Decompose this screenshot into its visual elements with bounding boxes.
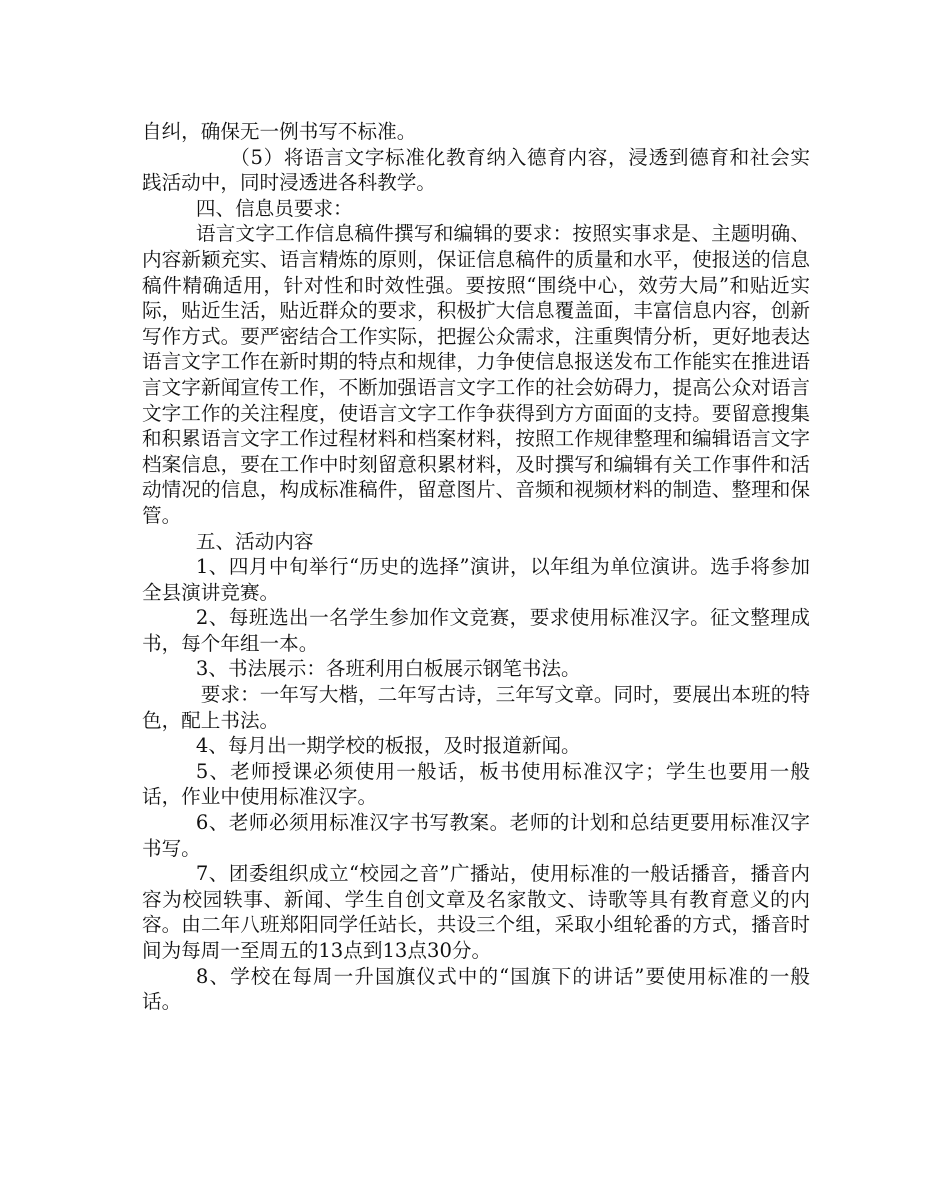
paragraph-item-5: （5）将语言文字标准化教育纳入德育内容，浸透到德育和社会实践活动中，同时浸透进各科教学。 bbox=[142, 145, 810, 195]
paragraph-continuation: 自纠，确保无一例书写不标准。 bbox=[142, 120, 417, 143]
section-heading-4: 四、信息员要求： bbox=[195, 196, 353, 220]
activity-item-2: 2、每班选出一名学生参加作文竞赛，要求使用标准汉字。征文整理成书，每个年组一本。 bbox=[142, 606, 810, 655]
activity-item-4: 4、每月出一期学校的板报，及时报道新闻。 bbox=[195, 734, 581, 758]
activity-item-3-requirements: 要求：一年写大楷，二年写古诗，三年写文章。同时，要展出本班的特色，配上书法。 bbox=[142, 683, 810, 732]
paragraph-info-requirements: 语言文字工作信息稿件撰写和编辑的要求：按照实事求是、主题明确、内容新颖充实、语言精炼的原则，保证信息稿件的质量和水平，使报送的信息稿件精确适用，针对性和时效性强。要按照“围绕中心，效劳大局”和贴近实际，贴近生活，贴近群众的要求，积极扩大信息覆盖面，丰富信息内容，创新写作方式。要严密结合工作实际，把握公众需求，注重舆情分析，更好地表达语言文字工作在新时期的特点和规律，力争使信息报送发布工作能实在推进语言文字新闻宣传工作，不断加强语言文字工作的社会妨碍力，提高公众对语言文字工作的关注程度，使语言文字工作争获得到方方面面的支持。要留意搜集和积累语言文字工作过程材料和档案材料，按照工作规律整理和编辑语言文字档案信息，要在工作中时刻留意积累材料，及时撰写和编辑有关工作事件和活动情况的信息，构成标准稿件，留意图片、音频和视频材料的制造、整理和保管。 bbox=[142, 222, 810, 527]
activity-item-3: 3、书法展示：各班利用白板展示钢笔书法。 bbox=[195, 657, 581, 681]
activity-item-7: 7、团委组织成立“校园之音”广播站，使用标准的一般话播音，播音内容为校园轶事、新闻、学生自创文章及名家散文、诗歌等具有教育意义的内容。由二年八班郑阳同学任站长，共设三个组，采取小组轮番的方式，播音时间为每周一至周五的13点到13点30分。 bbox=[142, 862, 810, 962]
section-heading-5: 五、活动内容 bbox=[195, 529, 314, 553]
activity-item-5: 5、老师授课必须使用一般话，板书使用标准汉字；学生也要用一般话，作业中使用标准汉字。 bbox=[142, 759, 810, 809]
activity-item-1: 1、四月中旬举行“历史的选择”演讲，以年组为单位演讲。选手将参加全县演讲竞赛。 bbox=[142, 555, 810, 604]
activity-item-6: 6、老师必须用标准汉字书写教案。老师的计划和总结更要用标准汉字书写。 bbox=[142, 811, 810, 860]
document-page bbox=[142, 119, 810, 1015]
activity-item-8: 8、学校在每周一升国旗仪式中的“国旗下的讲话”要使用标准的一般话。 bbox=[142, 964, 810, 1014]
